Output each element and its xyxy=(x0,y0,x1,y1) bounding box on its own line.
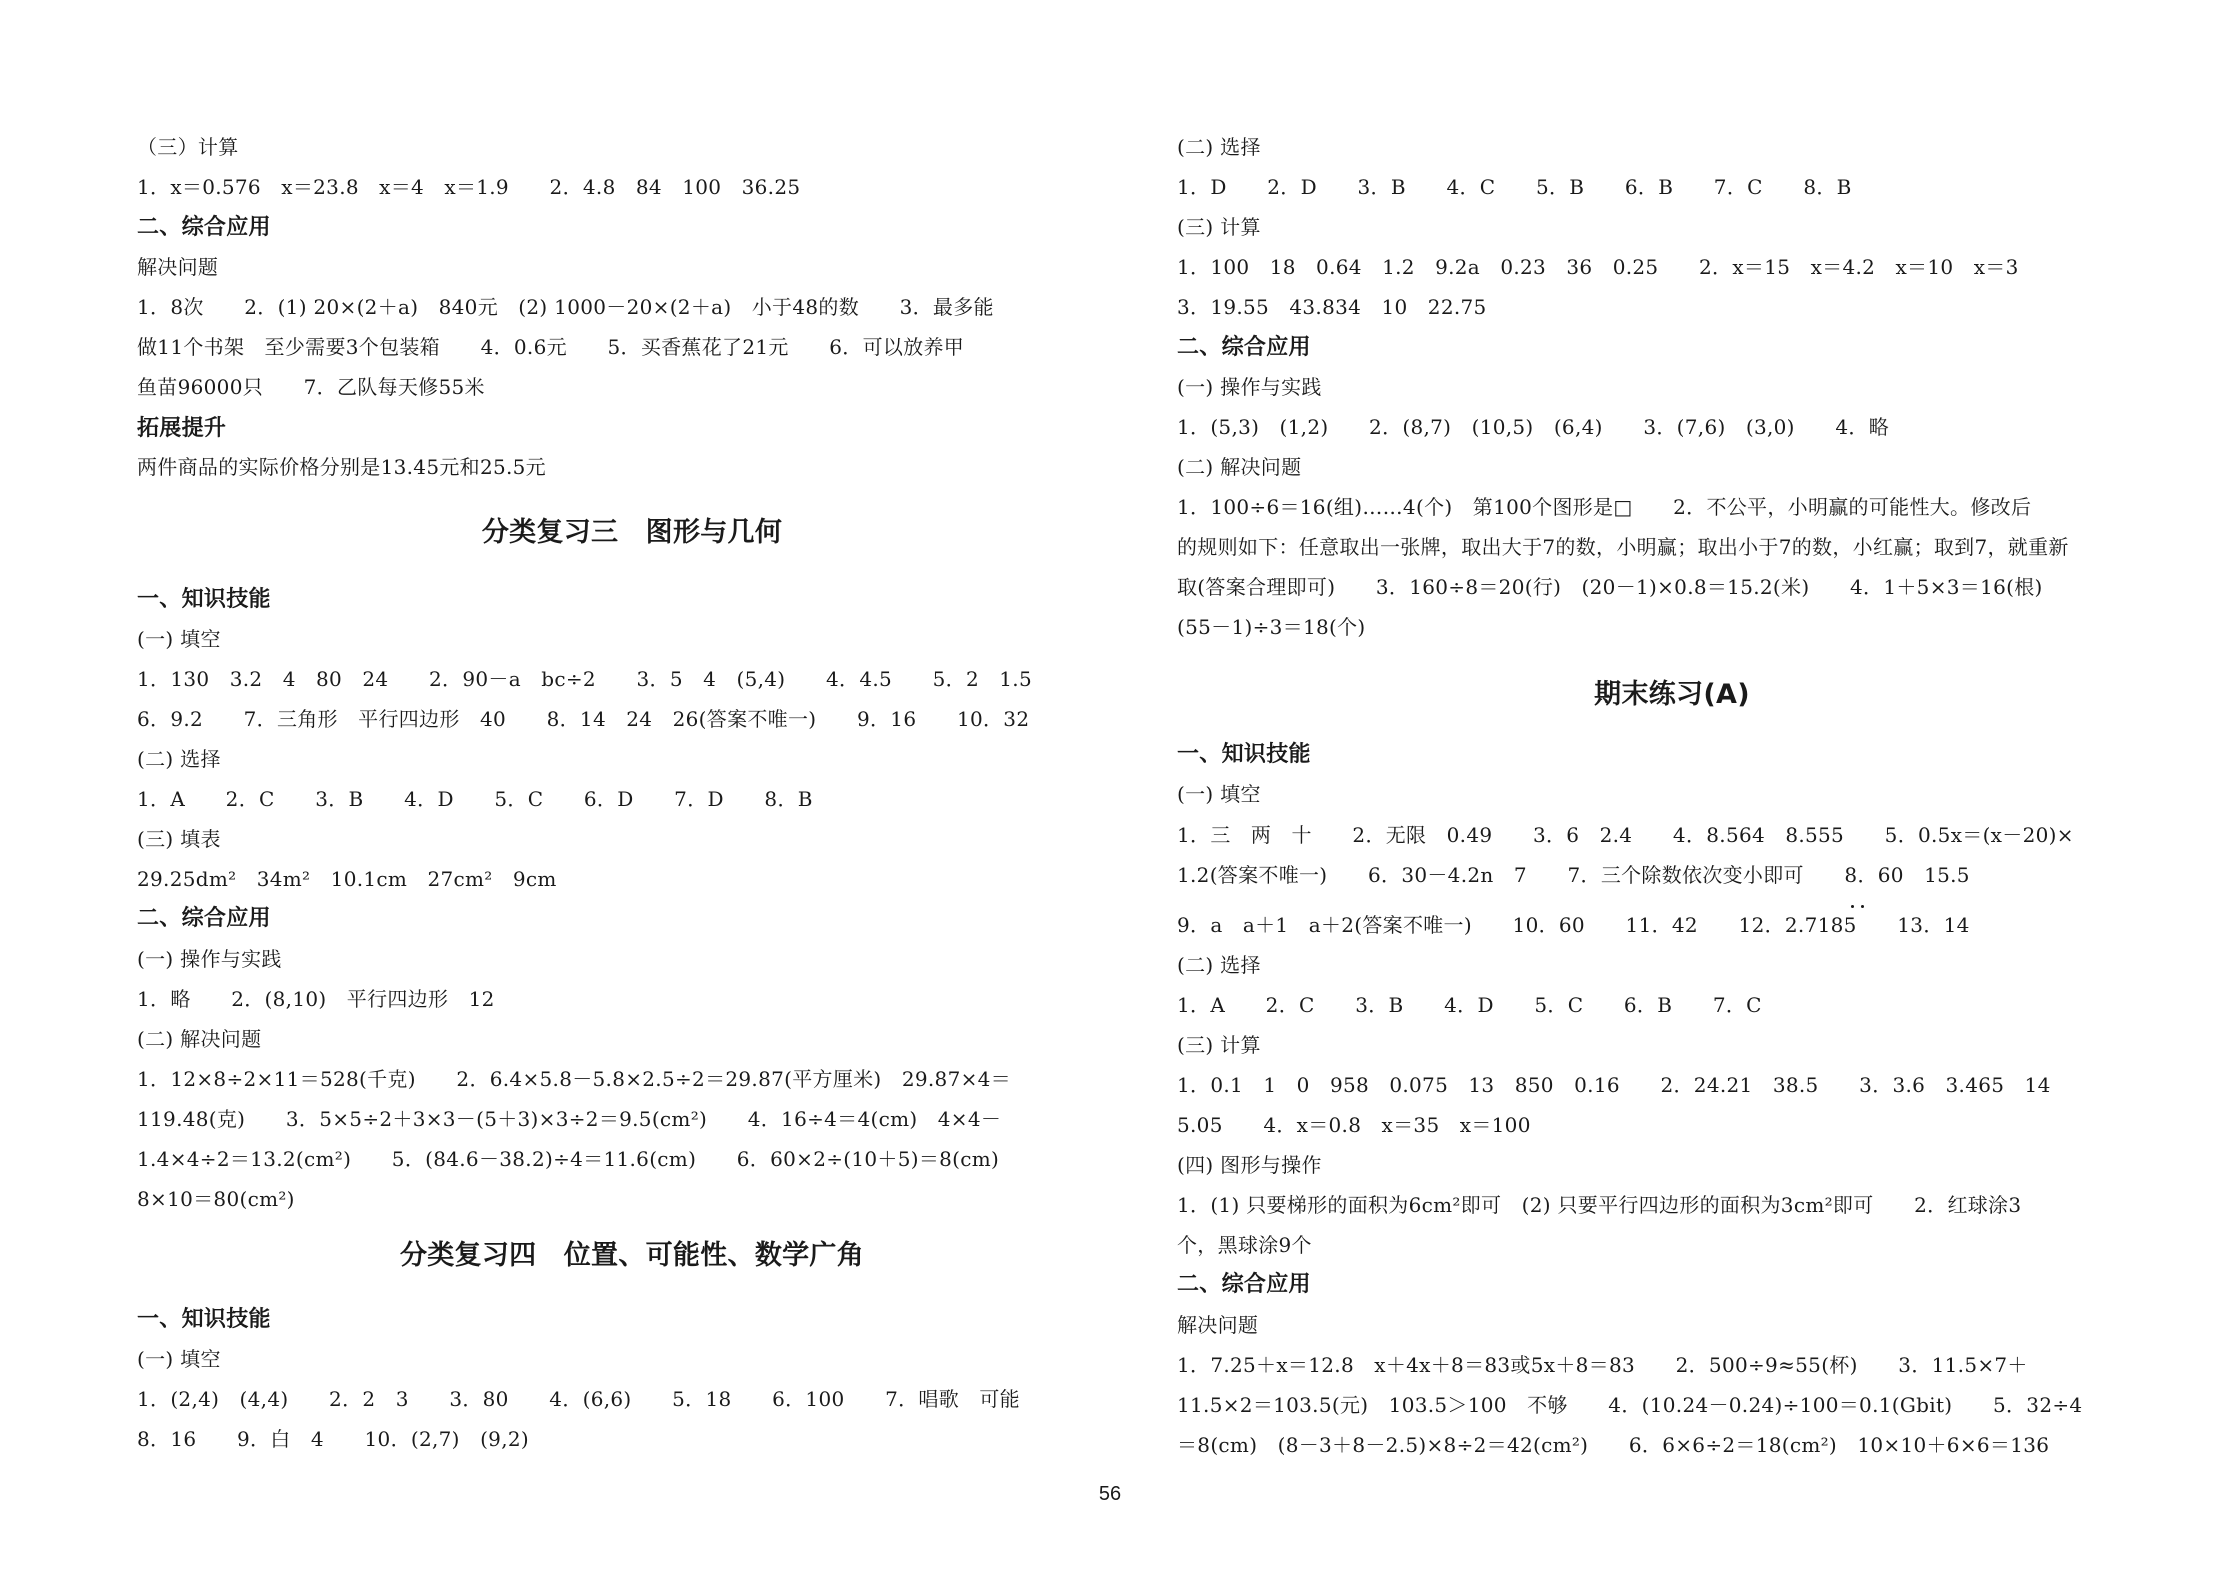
sub-heading: （三）计算 xyxy=(137,135,239,159)
sub-heading: 解决问题 xyxy=(137,255,219,279)
answer-line: 1．100 18 0.64 1.2 9.2a 0.23 36 0.25 2．x＝15 x＝4.2 x＝10 x＝3 xyxy=(1177,255,2019,279)
sub-heading: (二) 选择 xyxy=(1177,953,1261,977)
answer-line: 1．7.25＋x＝12.8 x＋4x＋8＝83或5x＋8＝83 2．500÷9≈55(杯) 3．11.5×7＋ xyxy=(1177,1353,2028,1377)
answer-line: 1.4×4÷2＝13.2(cm²) 5．(84.6－38.2)÷4＝11.6(cm) 6．60×2÷(10＋5)＝8(cm) xyxy=(137,1147,1000,1171)
page-number: 56 xyxy=(1098,1483,1122,1505)
right-column xyxy=(1177,0,2167,1500)
sub-heading: (二) 解决问题 xyxy=(1177,455,1302,479)
sub-heading: (三) 计算 xyxy=(1177,1033,1261,1057)
chapter-title: 期末练习(A) xyxy=(1594,679,1750,710)
answer-line: (55－1)÷3＝18(个) xyxy=(1177,615,1366,639)
section-heading: 一、知识技能 xyxy=(137,1307,271,1332)
answer-line: 119.48(克) 3．5×5÷2＋3×3－(5＋3)×3÷2＝9.5(cm²) 4．16÷4＝4(cm) 4×4－ xyxy=(137,1107,1002,1131)
section-heading: 二、综合应用 xyxy=(1177,335,1311,360)
section-heading: 二、综合应用 xyxy=(1177,1272,1311,1297)
answer-line: 1．130 3.2 4 80 24 2．90－a bc÷2 3．5 4 (5,4) 4．4.5 5．2 1.5 xyxy=(137,667,1032,691)
answer-line: 1．100÷6＝16(组)……4(个) 第100个图形是□ 2．不公平，小明赢的可能性大。修改后 xyxy=(1177,495,2032,519)
answer-line: ＝8(cm) (8－3＋8－2.5)×8÷2＝42(cm²) 6．6×6÷2＝18(cm²) 10×10＋6×6＝136 xyxy=(1177,1433,2050,1457)
chapter-title: 分类复习三 图形与几何 xyxy=(481,517,783,548)
section-heading: 一、知识技能 xyxy=(137,587,271,612)
sub-heading: (四) 图形与操作 xyxy=(1177,1153,1322,1177)
repeating-decimal-dot xyxy=(1851,905,1854,908)
section-heading: 二、综合应用 xyxy=(137,215,271,240)
answer-line: 6．9.2 7．三角形 平行四边形 40 8．14 24 26(答案不唯一) 9．16 10．32 xyxy=(137,707,1030,731)
answer-line: 1．0.1 1 0 958 0.075 13 850 0.16 2．24.21 38.5 3．3.6 3.465 14 xyxy=(1177,1073,2051,1097)
answer-line: 1．8次 2．(1) 20×(2＋a) 840元 (2) 1000－20×(2＋a) 小于48的数 3．最多能 xyxy=(137,295,994,319)
sub-heading: (三) 计算 xyxy=(1177,215,1261,239)
section-heading: 拓展提升 xyxy=(137,416,227,441)
sub-heading: (一) 操作与实践 xyxy=(137,947,282,971)
sub-heading: (二) 选择 xyxy=(137,747,221,771)
answer-line: 鱼苗96000只 7．乙队每天修55米 xyxy=(137,375,485,399)
answer-line: 11.5×2＝103.5(元) 103.5＞100 不够 4．(10.24－0.24)÷100＝0.1(Gbit) 5．32÷4 xyxy=(1177,1393,2083,1417)
sub-heading: (二) 解决问题 xyxy=(137,1027,262,1051)
sub-heading: (一) 操作与实践 xyxy=(1177,375,1322,399)
section-heading: 二、综合应用 xyxy=(137,906,271,931)
answer-line: 1．(2,4) (4,4) 2．2 3 3．80 4．(6,6) 5．18 6．100 7．唱歌 可能 xyxy=(137,1387,1020,1411)
chapter-title: 分类复习四 位置、可能性、数学广角 xyxy=(399,1240,865,1271)
answer-line: 1．(5,3) (1,2) 2．(8,7) (10,5) (6,4) 3．(7,6) (3,0) 4．略 xyxy=(1177,415,1890,439)
answer-line: 8．16 9．白 4 10．(2,7) (9,2) xyxy=(137,1427,529,1451)
sub-heading: (二) 选择 xyxy=(1177,135,1261,159)
answer-line: 1．x＝0.576 x＝23.8 x＝4 x＝1.9 2．4.8 84 100 36.25 xyxy=(137,175,801,199)
sub-heading: (一) 填空 xyxy=(137,1347,221,1371)
answer-line: 的规则如下：任意取出一张牌，取出大于7的数，小明赢；取出小于7的数，小红赢；取到7，就重新 xyxy=(1177,535,2069,559)
answer-line: 做11个书架 至少需要3个包装箱 4．0.6元 5．买香蕉花了21元 6．可以放养甲 xyxy=(137,335,965,359)
answer-line: 3．19.55 43.834 10 22.75 xyxy=(1177,295,1487,319)
answer-line: 1．三 两 十 2．无限 0.49 3．6 2.4 4．8.564 8.555 5．0.5x＝(x－20)× xyxy=(1177,823,2074,847)
sub-heading: (一) 填空 xyxy=(137,627,221,651)
answer-line: 1．12×8÷2×11＝528(千克) 2．6.4×5.8－5.8×2.5÷2＝29.87(平方厘米) 29.87×4＝ xyxy=(137,1067,1011,1091)
sub-heading: 解决问题 xyxy=(1177,1313,1259,1337)
answer-line: 29.25dm² 34m² 10.1cm 27cm² 9cm xyxy=(137,867,557,891)
answer-line: 1．略 2．(8,10) 平行四边形 12 xyxy=(137,987,495,1011)
answer-line: 个，黑球涂9个 xyxy=(1177,1233,1312,1257)
answer-line: 9．a a＋1 a＋2(答案不唯一) 10．60 11．42 12．2.7185 13．14 xyxy=(1177,913,1970,937)
answer-line: 1.2(答案不唯一) 6．30－4.2n 7 7．三个除数依次变小即可 8．60 15.5 xyxy=(1177,863,1970,887)
answer-line: 两件商品的实际价格分别是13.45元和25.5元 xyxy=(137,455,546,479)
answer-line: 1．(1) 只要梯形的面积为6cm²即可 (2) 只要平行四边形的面积为3cm²即可 2．红球涂3 xyxy=(1177,1193,2022,1217)
sub-heading: (一) 填空 xyxy=(1177,782,1261,806)
answer-line: 取(答案合理即可) 3．160÷8＝20(行) (20－1)×0.8＝15.2(米) 4．1＋5×3＝16(根) xyxy=(1177,575,2043,599)
answer-line: 1．A 2．C 3．B 4．D 5．C 6．B 7．C xyxy=(1177,993,1762,1017)
repeating-decimal-dot xyxy=(1861,905,1864,908)
section-heading: 一、知识技能 xyxy=(1177,742,1311,767)
left-column xyxy=(137,0,1127,1500)
sub-heading: (三) 填表 xyxy=(137,827,221,851)
answer-line: 1．D 2．D 3．B 4．C 5．B 6．B 7．C 8．B xyxy=(1177,175,1852,199)
answer-line: 1．A 2．C 3．B 4．D 5．C 6．D 7．D 8．B xyxy=(137,787,813,811)
answer-line: 8×10＝80(cm²) xyxy=(137,1187,295,1211)
answer-line: 5.05 4．x＝0.8 x＝35 x＝100 xyxy=(1177,1113,1531,1137)
